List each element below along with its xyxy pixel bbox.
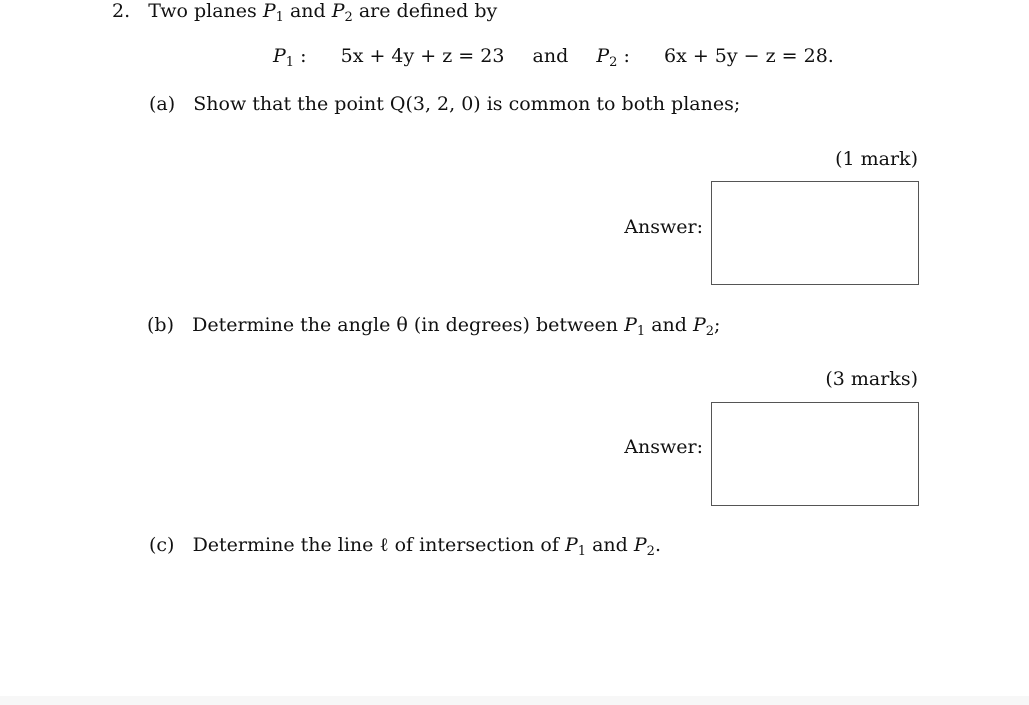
page-bottom-strip — [0, 696, 1029, 705]
question-intro-end: are defined by — [358, 0, 498, 22]
equation-p2-colon: : — [623, 45, 630, 67]
plane1-symbol: $P_1$ — [262, 0, 284, 25]
part-b-question — [147, 314, 721, 339]
part-c-text-and: and — [592, 534, 628, 556]
part-c-plane2-symbol: $P_2$ — [633, 534, 655, 559]
part-a-question — [149, 95, 740, 114]
plane-equations — [273, 45, 834, 70]
equation-p2-expression: 6x + 5y − z = 28. — [663, 45, 834, 67]
part-a-answer-box[interactable] — [711, 181, 919, 285]
equation-p1-colon: : — [300, 45, 307, 67]
part-a-text: Show that the point Q(3, 2, 0) is common to both planes; — [193, 93, 741, 115]
part-b-plane1-symbol: $P_1$ — [624, 314, 646, 339]
equation-joiner: and — [532, 45, 569, 67]
part-c-text-start: Determine the line ℓ of intersection of — [192, 534, 559, 556]
part-c-plane1-symbol: $P_1$ — [564, 534, 587, 559]
part-a-answer-label: Answer: — [624, 216, 703, 238]
part-b-text-and: and — [651, 314, 687, 336]
equation-p1-expression: 5x + 4y + z = 23 — [340, 45, 505, 67]
part-b-plane2-symbol: $P_2$ — [692, 314, 715, 339]
question-header — [112, 0, 498, 25]
part-b-label: (b) — [147, 314, 174, 336]
part-b-answer-label: Answer: — [624, 436, 703, 458]
equation-p1-label: $P_1$ — [273, 45, 295, 70]
question-number: 2. — [112, 0, 131, 22]
part-b-text-start: Determine the angle θ (in degrees) between — [192, 314, 619, 336]
plane2-symbol: $P_2$ — [331, 0, 353, 25]
equation-p2-label: $P_2$ — [596, 45, 618, 70]
part-b-answer-box[interactable] — [711, 402, 919, 506]
part-c-label: (c) — [149, 534, 175, 556]
part-c-text-end: . — [654, 534, 661, 556]
part-a-marks: (1 mark) — [835, 148, 918, 170]
question-intro-start: Two planes — [148, 0, 257, 22]
part-a-label: (a) — [149, 93, 176, 115]
question-intro-and: and — [289, 0, 326, 22]
part-b-text-end: ; — [714, 314, 721, 336]
part-c-question — [149, 534, 661, 559]
part-b-marks: (3 marks) — [825, 368, 918, 390]
